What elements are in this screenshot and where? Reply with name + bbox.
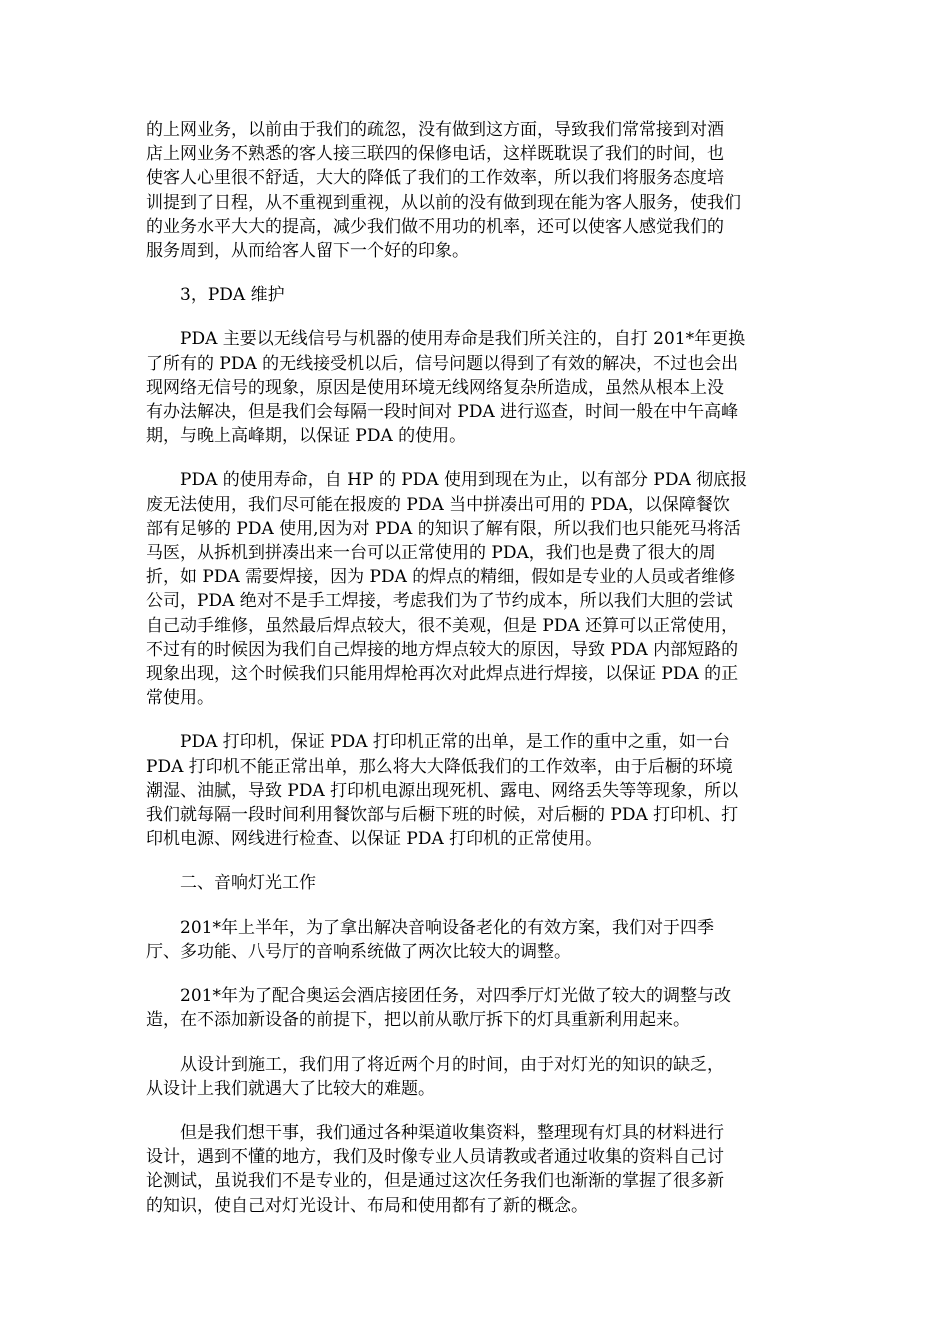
paragraph-design-construction: 从设计到施工，我们用了将近两个月的时间，由于对灯光的知识的缺乏， 从设计上我们就遇大了比较大的难题。 xyxy=(146,1054,724,1099)
heading-pda-maintenance: 3，PDA 维护 xyxy=(180,285,285,306)
paragraph-pda-printer: PDA 打印机，保证 PDA 打印机正常的出单，是工作的重中之重，如一台 PDA 打印机不能正常出单，那么将大大降低我们的工作效率，由于后橱的环境 潮湿、油腻，导致 PDA 打印机电源出现死机、露电、网络丢失等等现象，所以 我们就每隔一段时间利用餐饮部与后橱下班的时候，对后橱的 PDA 打印机、打 印机电源、网线进行检查、以保证 PDA 打印机的正常使用。 xyxy=(146,732,739,850)
paragraph-pda-lifespan: PDA 的使用寿命，自 HP 的 PDA 使用到现在为止，以有部分 PDA 彻底报 废无法使用，我们尽可能在报废的 PDA 当中拼凑出可用的 PDA，以保障餐饮 部有足够的 PDA 使用,因为对 PDA 的知识了解有限，所以我们也只能死马将活 马医，从拆机到拼凑出来一台可以正常使用的 PDA，我们也是费了很大的周 折，如 PDA 需要焊接，因为 PDA 的焊点的精细，假如是专业的人员或者维修 公司，PDA 绝对不是手工焊接，考虑我们为了节约成本，所以我们大胆的尝试 自己动手维修，虽然最后焊点较大，很不美观，但是 PDA 还算可以正常使用， 不过有的时候因为我们自己焊接的地方焊点较大的原因，导致 PDA 内部短路的 现象出现，这个时候我们只能用焊枪再次对此焊点进行焊接，以保证 PDA 的正 常使用。 xyxy=(146,470,748,709)
paragraph-audio-adjustment: 201*年上半年，为了拿出解决音响设备老化的有效方案，我们对于四季 厅、多功能、八号厅的音响系统做了两次比较大的调整。 xyxy=(146,917,714,962)
paragraph-lighting-renovation: 201*年为了配合奥运会酒店接团任务，对四季厅灯光做了较大的调整与改 造，在不添加新设备的前提下，把以前从歌厅拆下的灯具重新利用起来。 xyxy=(146,986,731,1031)
document-page xyxy=(146,118,808,1238)
paragraph-learning: 但是我们想干事，我们通过各种渠道收集资料，整理现有灯具的材料进行 设计，遇到不懂的地方，我们及时像专业人员请教或者通过收集的资料自己讨 论测试，虽说我们不是专业的，但是通过这次任务我们也渐渐的掌握了很多新 的知识，使自己对灯光设计、布局和使用都有了新的概念。 xyxy=(146,1122,724,1216)
paragraph-online-service: 的上网业务，以前由于我们的疏忽，没有做到这方面，导致我们常常接到对酒 店上网业务不熟悉的客人接三联四的保修电话，这样既耽误了我们的时间，也 使客人心里很不舒适，大大的降低了我们的工作效率，所以我们将服务态度培 训提到了日程，从不重视到重视，从以前的没有做到现在能为客人服务，使我们 的业务水平大大的提高，减少我们做不用功的机率，还可以使客人感觉我们的 服务周到，从而给客人留下一个好的印象。 xyxy=(146,120,741,262)
heading-audio-lighting: 二、音响灯光工作 xyxy=(180,873,316,894)
paragraph-pda-wireless: PDA 主要以无线信号与机器的使用寿命是我们所关注的，自打 201*年更换 了所有的 PDA 的无线接受机以后，信号问题以得到了有效的解决，不过也会出 现网络无信号的现象，原因是使用环境无线网络复杂所造成，虽然从根本上没 有办法解决，但是我们会每隔一段时间对 PDA 进行巡查，时间一般在中午高峰 期，与晚上高峰期，以保证 PDA 的使用。 xyxy=(146,329,746,447)
